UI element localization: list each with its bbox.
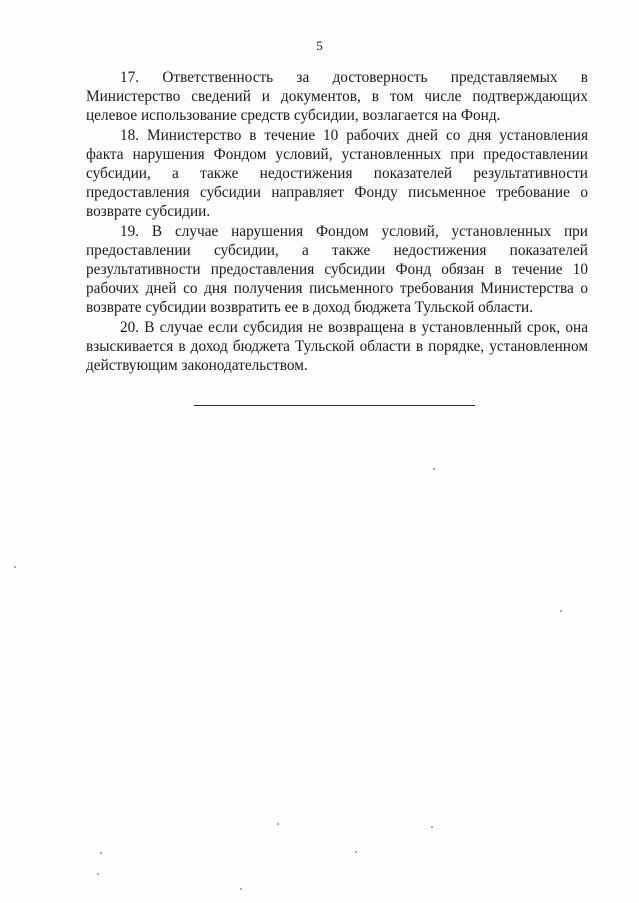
scan-speck [97,873,99,875]
scan-speck [277,823,279,825]
scan-speck [14,566,16,568]
page-number: 5 [316,38,323,53]
end-of-document-rule [194,405,475,406]
scan-speck [431,826,433,828]
document-body [86,68,588,375]
scan-speck [355,851,357,853]
paragraph-19: 19. В случае нарушения Фондом условий, установленных при предоставлении субсидии, а также недостижения показателей результативности предоставления субсидии Фонд обязан в течение 10 рабочих дней со дня получения письменного требования Министерства о возврате субсидии возвратить ее в доход бюджета Тульской области. [86,222,588,317]
paragraph-20: 20. В случае если субсидия не возвращена в установленный срок, она взыскивается в доход бюджета Тульской области в порядке, установленном действующим законодательством. [86,318,588,375]
paragraph-18: 18. Министерство в течение 10 рабочих дней со дня установления факта нарушения Фондом условий, установленных при предоставлении субсидии, а также недостижения показателей результативности предоставления субсидии направляет Фонду письменное требование о возврате субсидии. [86,126,588,221]
scan-speck [560,610,562,612]
scan-speck [240,888,242,890]
paragraph-17: 17. Ответственность за достоверность представляемых в Министерство сведений и документов, в том числе подтверждающих целевое использование средств субсидии, возлагается на Фонд. [86,69,588,125]
scan-speck [433,468,435,470]
scan-speck [100,852,102,854]
